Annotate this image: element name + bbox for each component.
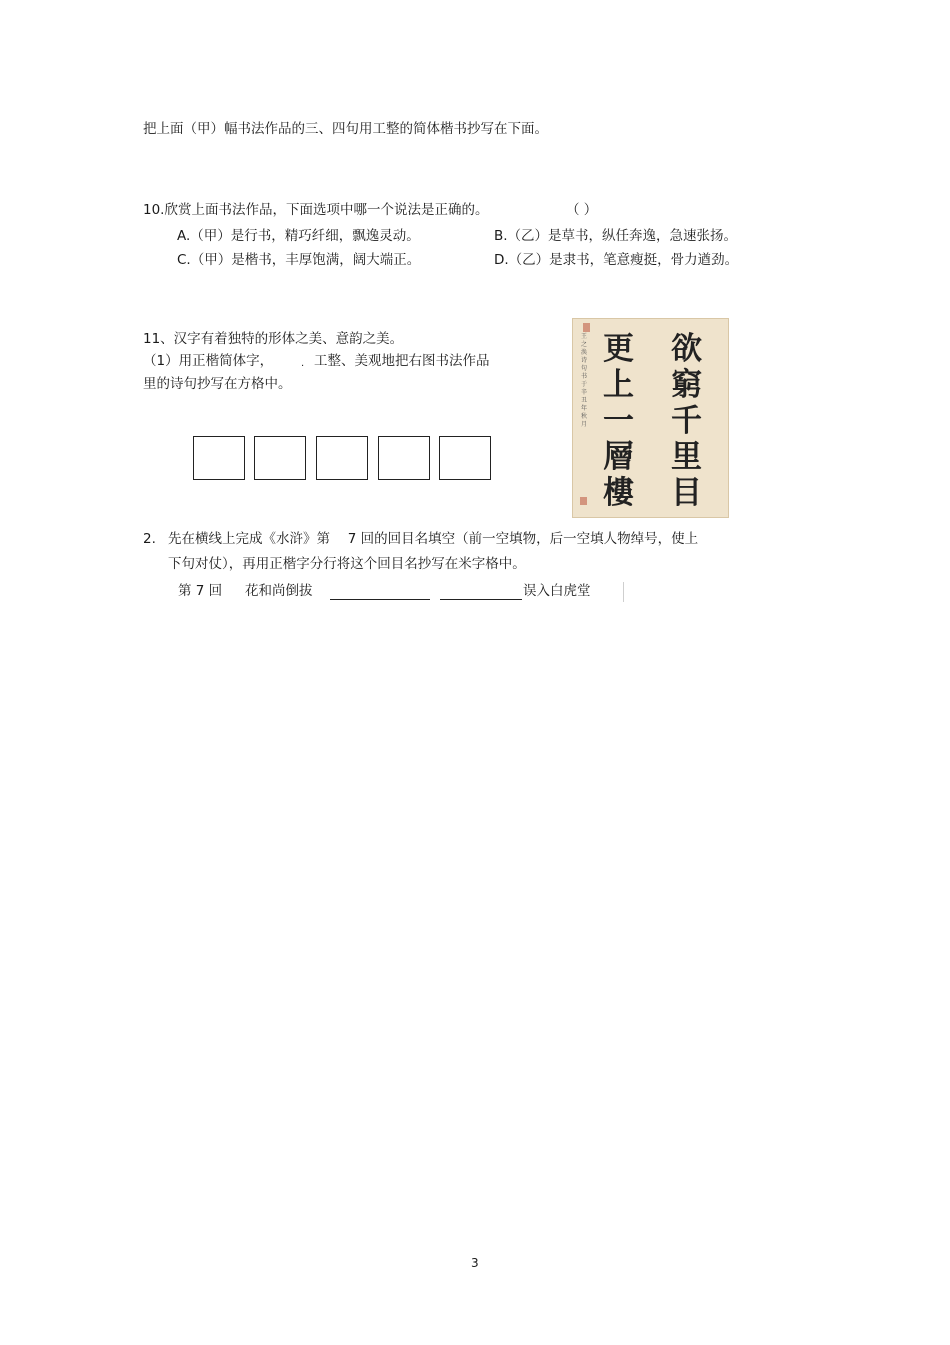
fill-blank-2[interactable] xyxy=(440,598,522,600)
cal-char: 層 xyxy=(603,439,634,475)
cal-char: 千 xyxy=(671,403,702,439)
q11-line1-b: 工整、美观地把右图书法作品 xyxy=(314,353,490,369)
cal-char: 欲 xyxy=(671,331,702,367)
calligraphy-inscription: 王之涣诗句书于辛丑年秋月 xyxy=(581,333,588,428)
calligraphy-column-right xyxy=(671,331,702,511)
q10-option-a: A.（甲）是行书，精巧纤细，飘逸灵动。 xyxy=(177,228,420,244)
seal-mark-top xyxy=(583,323,590,332)
q11-line1-a: （1）用正楷简体字， xyxy=(143,353,274,369)
cal-char: 上 xyxy=(603,367,634,403)
divider xyxy=(623,582,624,602)
cal-char: 一 xyxy=(603,403,634,439)
q10-answer-paren: （ ） xyxy=(566,202,598,218)
page-number: 3 xyxy=(471,1256,479,1270)
q11-line2: 里的诗句抄写在方格中。 xyxy=(143,376,292,392)
q2-number: 2. xyxy=(143,531,156,547)
cal-char: 樓 xyxy=(603,475,634,511)
q10-option-d: D.（乙）是隶书，笔意瘦挺，骨力遒劲。 xyxy=(494,252,739,268)
q11-title: 11、汉字有着独特的形体之美、意韵之美。 xyxy=(143,331,404,347)
q10-question: 10.欣赏上面书法作品，下面选项中哪一个说法是正确的。 xyxy=(143,202,489,218)
cal-char: 窮 xyxy=(671,367,702,403)
answer-box-2[interactable] xyxy=(254,436,306,480)
q2-chapter: 第 7 回 xyxy=(178,583,223,599)
answer-box-3[interactable] xyxy=(316,436,368,480)
q10-option-b: B.（乙）是草书，纵任奔逸，急速张扬。 xyxy=(494,228,738,244)
seal-mark-bottom xyxy=(580,497,587,505)
q10-option-c: C.（甲）是楷书，丰厚饱满，阔大端正。 xyxy=(177,252,421,268)
q2-line2: 下句对仗），再用正楷字分行将这个回目名抄写在米字格中。 xyxy=(168,556,526,572)
calligraphy-image xyxy=(572,318,729,518)
answer-box-5[interactable] xyxy=(439,436,491,480)
answer-box-4[interactable] xyxy=(378,436,430,480)
q2-phrase-before: 花和尚倒拔 xyxy=(245,583,313,599)
q2-phrase-after: 误入白虎堂 xyxy=(523,583,591,599)
fill-blank-1[interactable] xyxy=(330,598,430,600)
cal-char: 目 xyxy=(671,475,702,511)
dot-mark: · xyxy=(301,361,305,372)
answer-box-1[interactable] xyxy=(193,436,245,480)
q2-line1: 先在横线上完成《水浒》第 7 回的回目名填空（前一空填物，后一空填人物绰号，使上 xyxy=(168,531,699,547)
cal-char: 里 xyxy=(671,439,702,475)
cal-char: 更 xyxy=(603,331,634,367)
q9-instruction: 把上面（甲）幅书法作品的三、四句用工整的简体楷书抄写在下面。 xyxy=(143,121,548,137)
calligraphy-column-left xyxy=(603,331,634,511)
